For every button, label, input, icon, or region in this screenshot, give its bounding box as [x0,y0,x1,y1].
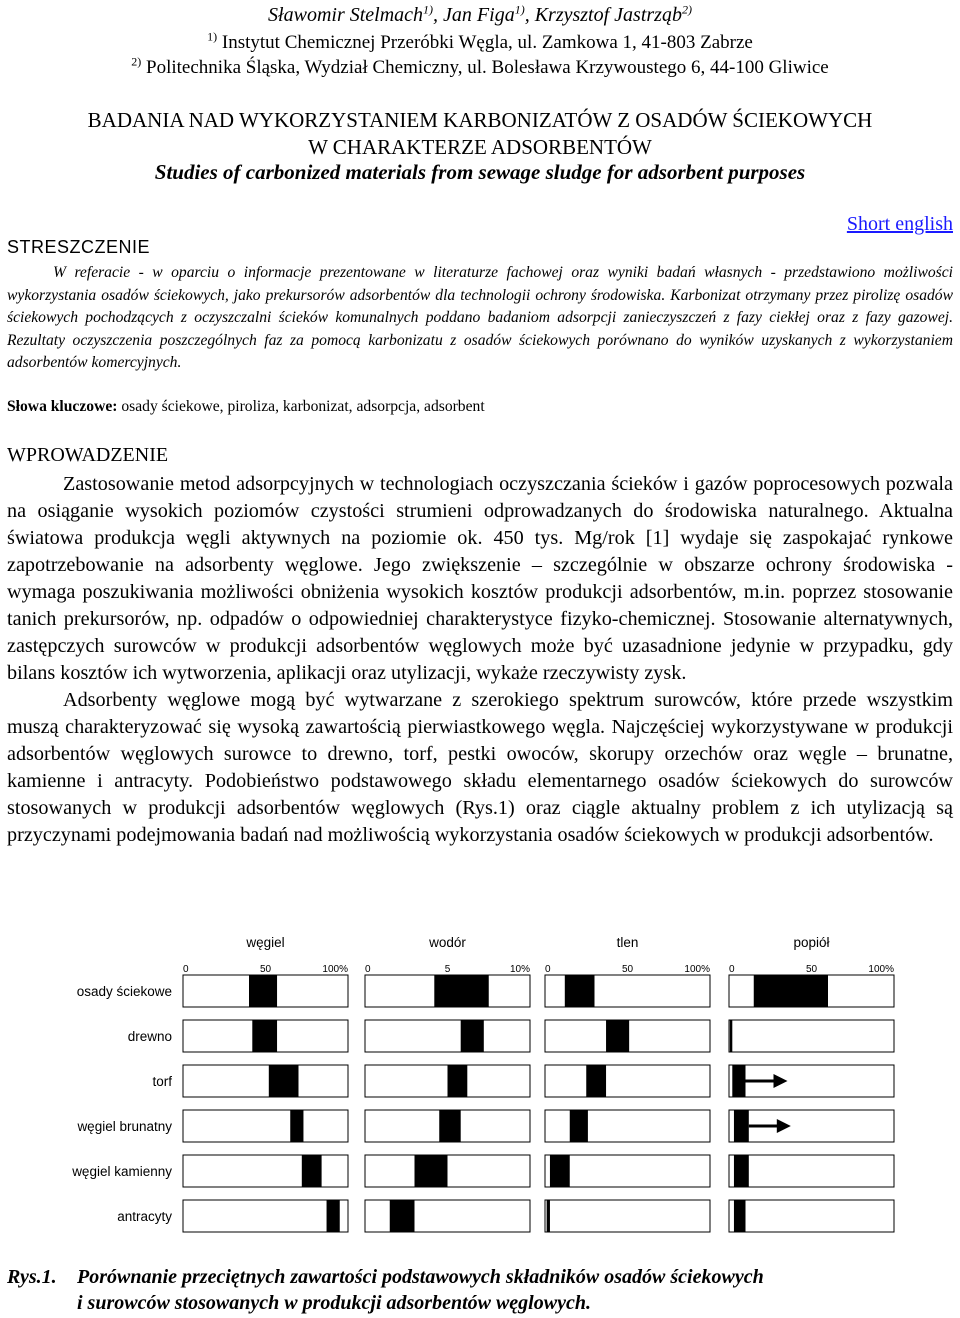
author-3-sup: 2) [681,2,692,17]
range-bar [606,1020,629,1052]
affiliation-1-text: Instytut Chemicznej Przeróbki Węgla, ul. Zamkowa 1, 41-803 Zabrze [221,32,753,53]
intro-paragraph-2: Adsorbenty węglowe mogą być wytwarzane z szerokiego spektrum surowców, które przede wszystkim muszą charakteryzować się wysoką zawartością pierwiastkowego węgla. Najczęściej wykorzystywane w produkcji adsorbentów węglowych surowce to drewno, torf, pestki owoców, skorupy orzechów oraz węgle – brunatne, kamienne i antracyty. Podobieństwo podstawowego składu elementarnego osadów ściekowych do surowców stosowanych w produkcji adsorbentów węglowych (Rys.1) oraz ciągle aktualny problem z ich utylizacją są przyczynami podejmowania badań nad możliwością wykorzystania osadów ściekowych w produkcji adsorbentów. [7,689,953,846]
range-box [183,1155,348,1187]
range-bar [302,1155,322,1187]
author-3: Krzysztof Jastrząb [534,4,682,26]
series-title: wodór [429,935,466,950]
english-subtitle: Studies of carbonized materials from sewage sludge for adsorbent purposes [154,160,806,184]
keywords-list: osady ściekowe, piroliza, karbonizat, adsorpcja, adsorbent [121,398,485,415]
range-bar [327,1200,340,1232]
author-1-sup: 1) [423,2,434,17]
keywords-label: Słowa kluczowe: [7,398,118,415]
affiliation-2 [0,54,960,79]
range-bar [734,1110,749,1142]
title-line-2: W CHARAKTERZE ADSORBENTÓW [308,135,652,159]
row-label: węgiel kamienny [72,1164,172,1179]
figure-caption [7,1264,953,1316]
range-bar [570,1110,588,1142]
tick-label: 100% [868,964,894,975]
series-title: tlen [616,935,639,950]
tick-label: 0 [365,964,371,975]
range-bar [586,1065,606,1097]
row-label: antracyty [117,1209,172,1224]
range-bar [730,1020,732,1052]
range-box [545,1065,710,1097]
composition-chart [0,925,960,1255]
range-box [545,1200,710,1232]
tick-label: 50 [621,964,634,975]
tick-label: 50 [259,964,272,975]
range-bar [448,1065,468,1097]
range-box [183,1065,348,1097]
range-bar [734,1200,746,1232]
tick-label: 0 [183,964,189,975]
author-2: Jan Figa [443,4,515,26]
range-bar [415,1155,448,1187]
tick-label: 5 [444,964,451,975]
range-bar [734,1155,749,1187]
abstract-body [7,262,953,375]
row-label: węgiel brunatny [77,1119,172,1134]
author-1: Sławomir Stelmach [268,4,424,26]
row-label: torf [152,1074,172,1089]
range-box [729,1155,894,1187]
tick-label: 100% [322,964,348,975]
range-bar [461,1020,484,1052]
caption-line-2: i surowców stosowanych w produkcji adsorbentów węglowych. [77,1292,591,1314]
range-bar [439,1110,460,1142]
tick-label: 100% [684,964,710,975]
range-box [365,1020,530,1052]
tick-label: 0 [729,964,735,975]
range-box [729,1020,894,1052]
affiliation-1-sup: 1) [207,29,218,44]
intro-body [7,471,953,849]
keywords [7,398,485,416]
range-bar [565,975,595,1007]
author-line: Sławomir Stelmach$^{1)}$, Jan Figa$^{1)}$, Krzysztof Jastrząb$^{2)}$ [268,2,692,26]
range-bar [390,1200,415,1232]
range-bar [547,1200,550,1232]
intro-heading: WPROWADZENIE [7,444,169,466]
range-bar [434,975,488,1007]
paper-title [0,107,960,161]
row-label: osady ściekowe [76,984,172,999]
title-line-1: BADANIA NAD WYKORZYSTANIEM KARBONIZATÓW Z OSADÓW ŚCIEKOWYCH [87,108,873,132]
series-title: węgiel [246,935,285,950]
tick-label: 10% [509,964,530,975]
affiliation-1 [0,29,960,54]
range-box [183,1200,348,1232]
range-box [183,1110,348,1142]
range-box [729,1200,894,1232]
range-bar [550,1155,570,1187]
short-english-link[interactable]: Short english [846,213,953,235]
range-bar [290,1110,303,1142]
row-label: drewno [127,1029,172,1044]
caption-line-1: Porównanie przeciętnych zawartości podstawowych składników osadów ściekowych [77,1266,764,1288]
abstract-paragraph: W referacie - w oparciu o informacje prezentowane w literaturze fachowej oraz wyniki badań własnych - przedstawiono możliwości wykorzystania osadów ściekowych, jako prekursorów adsorbentów dla technologii ochrony środowiska. Karbonizat otrzymany przez pirolizę osadów ściekowych pochodzących z oczyszczalni ścieków komunalnych poddano badaniom adsorpcji zanieczyszczeń z fazy ciekłej oraz z fazy gazowej. Rezultaty oczyszczenia poszczególnych faz za pomocą karbonizatu z osadów ściekowych porównano do wyników uzyskanych z wykorzystaniem adsorbentów komercyjnych. [7,264,953,371]
caption-number: Rys.1. [7,1266,57,1288]
range-bar [732,1065,745,1097]
intro-paragraph-1: Zastosowanie metod adsorpcyjnych w technologiach oczyszczania ścieków i gazów poprocesowych pozwala na osiąganie wysokich poziomów czystości strumieni odprowadzanych do środowiska naturalnego. Aktualna światowa produkcja węgli aktywnych na poziomie ok. 450 tys. Mg/rok [1] wydaje się zaspokajać rynkowe zapotrzebowanie na adsorbenty węglowe. Jego zwiększenie – szczególnie w obszarze ochrony środowiska - wymaga poszukiwania możliwości obniżenia wysokich kosztów produkcji adsorbentów, m.in. poprzez stosowanie tanich prekursorów, np. odpadów o odpowiedniej charakterystyce fizyko-chemicznej. Stosowanie alternatywnych, zastępczych surowców w produkcji adsorbentów węglowych może być uzasadnione jedynie w przypadku, gdy bilans kosztów ich wytworzenia, aplikacji oraz utylizacji, wykaże rzeczywisty zysk. [7,473,953,684]
affiliation-2-text: Politechnika Śląska, Wydział Chemiczny, ul. Bolesława Krzywoustego 6, 44-100 Gliwice [146,57,829,78]
tick-label: 50 [805,964,818,975]
author-2-sup: 1) [514,2,525,17]
abstract-heading: STRESZCZENIE [7,237,151,257]
series-title: popiół [793,935,830,950]
range-bar [252,1020,277,1052]
tick-label: 0 [545,964,551,975]
range-bar [754,975,828,1007]
affiliation-2-sup: 2) [131,54,142,69]
range-bar [269,1065,299,1097]
range-bar [249,975,277,1007]
